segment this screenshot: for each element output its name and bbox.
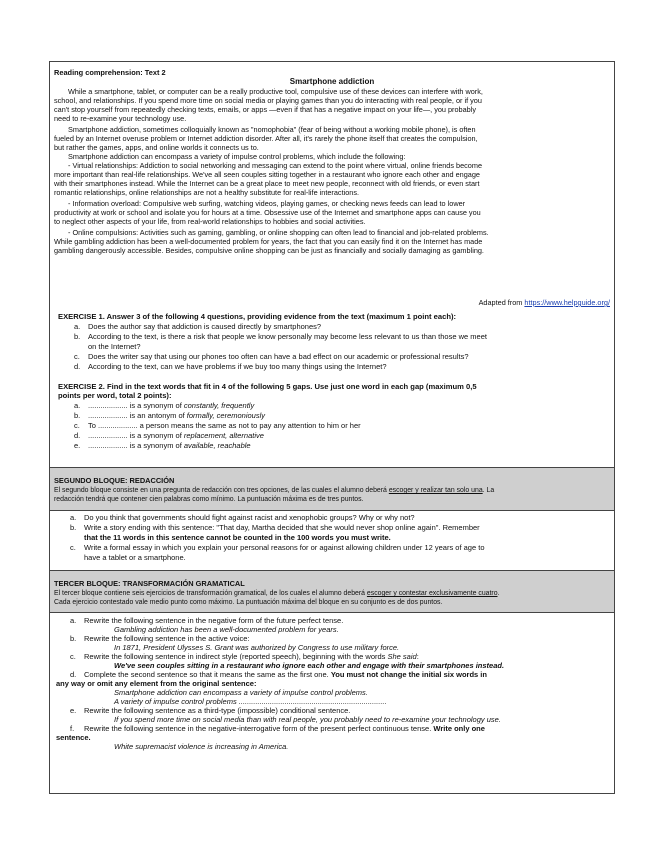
item-label: d. <box>74 431 81 440</box>
item-label: a. <box>70 616 77 625</box>
item-emphasis: You must not change the initial six words in <box>330 670 487 679</box>
list-item <box>74 411 265 420</box>
section-3-items <box>50 613 614 793</box>
list-item <box>70 706 350 715</box>
paragraph-line: Smartphone addiction, sometimes colloquially known as "nomophobia" (fear of being without a working mobile phone), is often <box>68 125 476 134</box>
paragraph-line: productivity at work or school and isolate you for hours at a time. Obsessive use of the Internet and smartphone apps can cause you <box>54 208 481 217</box>
item-label: c. <box>74 421 80 430</box>
item-text: on the Internet? <box>88 342 141 351</box>
item-continuation: sentence. <box>56 733 91 742</box>
text-title: Smartphone addiction <box>289 77 375 86</box>
exam-page <box>49 61 615 794</box>
item-text: Do you think that governments should fight against racist and xenophobic groups? Why or why not? <box>84 513 415 522</box>
section-2-heading: SEGUNDO BLOQUE: REDACCIÓN <box>54 476 175 485</box>
item-text: ................... is a synonym of <box>88 431 184 440</box>
section-2-header <box>50 468 614 510</box>
item-label: c. <box>70 543 76 552</box>
source-sentence: We've seen couples sitting in a restaurant who ignore each other and engage with their smartphones instead. <box>114 661 505 670</box>
paragraph-line: - Online compulsions: Activities such as gaming, gambling, or online shopping can often lead to financial and job-related problems. <box>68 228 489 237</box>
item-label: a. <box>74 322 81 331</box>
item-continuation: any way or omit any element from the original sentence: <box>56 679 257 688</box>
item-text: Rewrite the following sentence in the negative-interrogative form of the present perfect continuous tense. <box>84 724 434 733</box>
list-item <box>70 634 250 643</box>
paragraph-line: can't stop yourself from repeatedly checking texts, emails, or apps —even if that has a negative impact on your life—, you probably <box>54 105 476 114</box>
list-item <box>74 431 264 440</box>
source-prefix: Adapted from <box>478 298 525 307</box>
desc-text: El tercer bloque contiene seis ejercicios de transformación gramatical, de los cuales el alumno deberá <box>54 590 367 597</box>
item-label: e. <box>70 706 77 715</box>
list-item <box>70 513 415 522</box>
paragraph-line: need to re-examine your technology use. <box>54 114 187 123</box>
paragraph-line: school, and relationships. If you spend more time on social media or playing games than you do interacting with real people, or if you <box>54 96 482 105</box>
list-item <box>74 441 251 450</box>
item-emphasis: available, reachable <box>183 441 251 450</box>
item-emphasis: replacement, alternative <box>183 431 264 440</box>
exercise-2-title: EXERCISE 2. Find in the text words that fit in 4 of the following 5 gaps. Use just one word in each gap (maximum 0,5 <box>58 382 477 391</box>
section-2-items <box>50 511 614 571</box>
source-citation <box>479 298 610 307</box>
list-item <box>74 352 469 361</box>
list-item <box>74 362 387 371</box>
item-text: Does the author say that addiction is caused directly by smartphones? <box>88 322 322 331</box>
source-link[interactable]: https://www.helpguide.org/ <box>524 298 610 307</box>
paragraph-line: to neglect other aspects of your life, from real-world relationships to hobbies and social activities. <box>54 217 366 226</box>
list-item <box>70 543 485 552</box>
source-sentence: Smartphone addiction can encompass a variety of impulse control problems. <box>114 688 368 697</box>
item-text: To ................... a person means the same as not to pay any attention to him or her <box>88 421 361 430</box>
source-sentence: White supremacist violence is increasing in America. <box>114 742 289 751</box>
answer-gap: A variety of impulse control problems ....................................................................... <box>114 697 387 706</box>
paragraph-line: - Virtual relationships: Addiction to social networking and messaging can extend to the point where virtual, online friends become <box>68 161 482 170</box>
item-text: have a tablet or a smartphone. <box>84 553 186 562</box>
list-item <box>70 553 186 562</box>
paragraph-line: Smartphone addiction can encompass a variety of impulse control problems, which include the following: <box>68 152 406 161</box>
item-text: Rewrite the following sentence in the active voice: <box>84 634 250 643</box>
source-sentence: In 1871, President Ulysses S. Grant was authorized by Congress to use military force. <box>114 643 400 652</box>
desc-underline: escoger y contestar exclusivamente cuatro <box>366 590 498 597</box>
exercise-1-title: EXERCISE 1. Answer 3 of the following 4 questions, providing evidence from the text (maximum 1 point each): <box>58 312 457 321</box>
item-emphasis: Write only one <box>433 724 485 733</box>
paragraph-line: While gambling addiction has been a well-documented problem for years, the fact that you can easily find it on the Internet has made <box>54 237 483 246</box>
item-label: d. <box>74 362 81 371</box>
paragraph-line: While a smartphone, tablet, or computer can be a really productive tool, compulsive use of these devices can interfere with work, <box>68 87 483 96</box>
item-text: Write a formal essay in which you explain your personal reasons for or against allowing children under 12 years of age to <box>84 543 485 552</box>
list-item <box>70 670 487 679</box>
item-label: b. <box>70 523 77 532</box>
section-3-header <box>50 571 614 612</box>
source-sentence: Gambling addiction has been a well-documented problem for years. <box>114 625 339 634</box>
paragraph-line: romantic relationships, online relationships are not a healthy substitute for real-life interactions. <box>54 188 360 197</box>
desc-text: . <box>497 590 500 597</box>
list-item <box>70 616 343 625</box>
item-text: that the 11 words in this sentence cannot be counted in the 100 words you must write. <box>84 533 391 542</box>
paragraph-line: fueled by an Internet overuse problem or Internet addiction disorder. After all, it's rarely the phone itself that creates the compulsion, <box>54 134 478 143</box>
section-3-heading: TERCER BLOQUE: TRANSFORMACIÓN GRAMATICAL <box>54 579 245 588</box>
item-label: a. <box>74 401 81 410</box>
item-text: Rewrite the following sentence in the negative form of the future perfect tense. <box>84 616 344 625</box>
paragraph-line: but rather the games, apps, and online worlds it connects us to. <box>54 143 259 152</box>
section-header: Reading comprehension: Text 2 <box>54 68 166 77</box>
section-3-desc: Cada ejercicio contestado vale medio punto como máximo. La puntuación máxima del bloque en su conjunto es de dos puntos. <box>54 599 443 606</box>
paragraph-line: more important than real-life relationships. We've all seen couples sitting together in a restaurant who ignore each other and engage <box>54 170 480 179</box>
reading-section <box>50 62 614 482</box>
item-text: ................... is a synonym of <box>88 441 184 450</box>
item-label: d. <box>70 670 77 679</box>
item-emphasis: She said <box>387 652 417 661</box>
section-3-desc <box>54 589 499 598</box>
item-label: b. <box>74 411 81 420</box>
item-emphasis: constantly, frequently <box>183 401 255 410</box>
list-item <box>74 332 487 341</box>
list-item <box>74 401 254 410</box>
paragraph-line: - Information overload: Compulsive web surfing, watching videos, playing games, or checking news feeds can lead to lower <box>68 199 466 208</box>
source-sentence: If you spend more time on social media than with real people, you probably need to re-examine your technology use. <box>114 715 501 724</box>
list-item <box>70 533 391 542</box>
item-text: Rewrite the following sentence in indirect style (reported speech), beginning with the words <box>84 652 388 661</box>
item-text: According to the text, is there a risk that people we know personally may become less relevant to us than those we meet <box>88 332 487 341</box>
item-label: e. <box>74 441 81 450</box>
item-text: ................... is an antonym of <box>88 411 187 420</box>
list-item <box>74 421 361 430</box>
list-item <box>70 523 480 532</box>
item-text: Complete the second sentence so that it means the same as the first one. <box>84 670 331 679</box>
section-2-desc <box>54 486 494 495</box>
paragraph-line: gambling dangerously accessible. Besides, compulsive online shopping can be just as financially and socially damaging as gambling. <box>54 246 484 255</box>
item-label: b. <box>70 634 77 643</box>
list-item <box>74 322 321 331</box>
item-label: b. <box>74 332 81 341</box>
item-label: c. <box>70 652 76 661</box>
desc-text: El segundo bloque consiste en una pregunta de redacción con tres opciones, de las cuales el alumno deberá <box>54 487 389 494</box>
list-item <box>74 342 141 351</box>
list-item <box>70 652 419 661</box>
item-label: c. <box>74 352 80 361</box>
item-label: f. <box>70 724 75 733</box>
item-label: a. <box>70 513 77 522</box>
item-text: Does the writer say that using our phones too often can have a bad effect on our academic or professional results? <box>88 352 469 361</box>
item-text: Rewrite the following sentence as a third-type (impossible) conditional sentence. <box>84 706 351 715</box>
exercise-2-title: points per word, total 2 points): <box>58 391 172 400</box>
desc-underline: escoger y realizar tan solo una <box>388 487 483 494</box>
item-text: ................... is a synonym of <box>88 401 184 410</box>
item-text: Write a story ending with this sentence: "That day, Martha decided that she would never shop online again". Remember <box>84 523 480 532</box>
item-text: According to the text, can we have problems if we buy too many things using the Internet? <box>88 362 387 371</box>
paragraph-line: with their smartphones instead. While the Internet can be a great place to meet new people, reconnect with old friends, or even start <box>54 179 480 188</box>
list-item <box>70 724 485 733</box>
item-emphasis: formally, ceremoniously <box>186 411 266 420</box>
item-text: : <box>416 652 419 661</box>
desc-text: . La <box>482 487 495 494</box>
section-2-desc: redacción tendrá que contener cien palabras como mínimo. La puntuación máxima es de tres puntos. <box>54 496 364 503</box>
